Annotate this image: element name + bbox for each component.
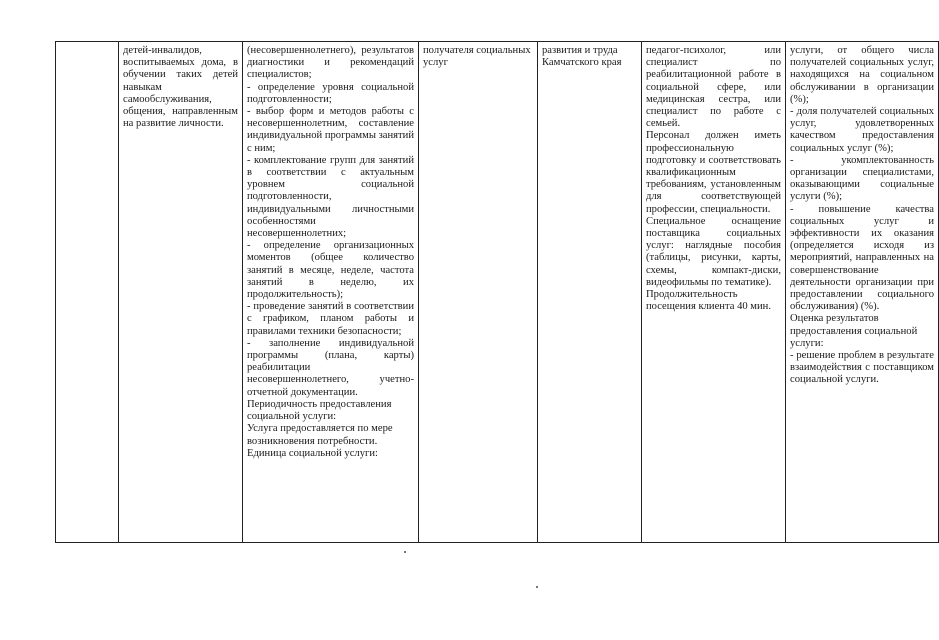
scan-speck xyxy=(536,586,538,588)
periodicity-label: Периодичность предоставления социальной услуги: xyxy=(247,398,392,423)
content-paragraph: - определение организационных моментов (общее количество занятий в месяце, неделе, частота занятий в неделю, их продолжительность); xyxy=(247,240,414,301)
recipient-cell: получателя социальных услуг xyxy=(419,42,538,543)
row-number-cell xyxy=(56,42,119,543)
evaluation-label: Оценка результатов предоставления социальной услуги: xyxy=(790,313,918,349)
content-paragraph: (несовершеннолетнего), результатов диагностики и рекомендаций специалистов; xyxy=(247,45,414,81)
conditions-paragraph: Персонал должен иметь профессиональную подготовку и соответствовать квалификационным требованиям, установленным для соответствующей профессии, специальности. xyxy=(646,130,781,215)
conditions-paragraph: Специальное оснащение поставщика социальных услуг: наглядные пособия (таблицы, рисунки, карты, схемы, компакт-диски, видеофильмы по тематике). xyxy=(646,215,781,288)
unit-label: Единица социальной услуги: xyxy=(247,447,378,459)
conditions-cell xyxy=(642,42,786,543)
indicator-paragraph: - укомплектованность организации специалистами, оказывающими социальные услуги (%); xyxy=(790,154,934,203)
conditions-paragraph: Продолжительность посещения клиента 40 мин. xyxy=(646,289,771,313)
quality-indicators-cell xyxy=(786,42,939,543)
content-paragraph: - заполнение индивидуальной программы (плана, карты) реабилитации несовершеннолетнего, учетно-отчетной документации. xyxy=(247,337,414,398)
scan-speck xyxy=(404,551,406,553)
authority-cell: развития и труда Камчатского края xyxy=(538,42,642,543)
content-paragraph: - определение уровня социальной подготовленности; xyxy=(247,81,414,105)
content-paragraph: - выбор форм и методов работы с несовершеннолетним, составление индивидуальной программы занятий с ним; xyxy=(247,106,414,154)
indicator-paragraph: услуги, от общего числа получателей социальных услуг, находящихся на социальном обслуживании в организации (%); xyxy=(790,45,934,105)
table-row xyxy=(56,42,939,543)
service-content-cell xyxy=(243,42,419,543)
conditions-paragraph: педагог-психолог, или специалист по реабилитационной работе в социальной сфере, или медицинская сестра, или специалист по работе с семьей. xyxy=(646,45,781,130)
content-paragraph: - комплектование групп для занятий в соответствии с актуальным уровнем социальной подготовленности, индивидуальными личностными особенностями несовершеннолетних; xyxy=(247,154,414,240)
indicator-paragraph: - повышение качества социальных услуг и эффективности их оказания (определяется исходя из мероприятий, направленных на совершенствование деятельности организации при предоставлении социального обслуживания) (%). xyxy=(790,203,934,313)
indicator-paragraph: - решение проблем в результате взаимодействия с поставщиком социальной услуги. xyxy=(790,350,934,386)
content-paragraph: - проведение занятий в соответствии с графиком, планом работы и правилами техники безопасности; xyxy=(247,301,414,337)
service-description-cell: детей-инвалидов, воспитываемых дома, в обучении таких детей навыкам самообслуживания, общения, направленным на развитие личности. xyxy=(119,42,243,543)
services-table xyxy=(55,41,939,543)
indicator-paragraph: - доля получателей социальных услуг, удовлетворенных качеством предоставления социальных услуг (%); xyxy=(790,106,934,154)
periodicity-value: Услуга предоставляется по мере возникновения потребности. xyxy=(247,423,393,447)
